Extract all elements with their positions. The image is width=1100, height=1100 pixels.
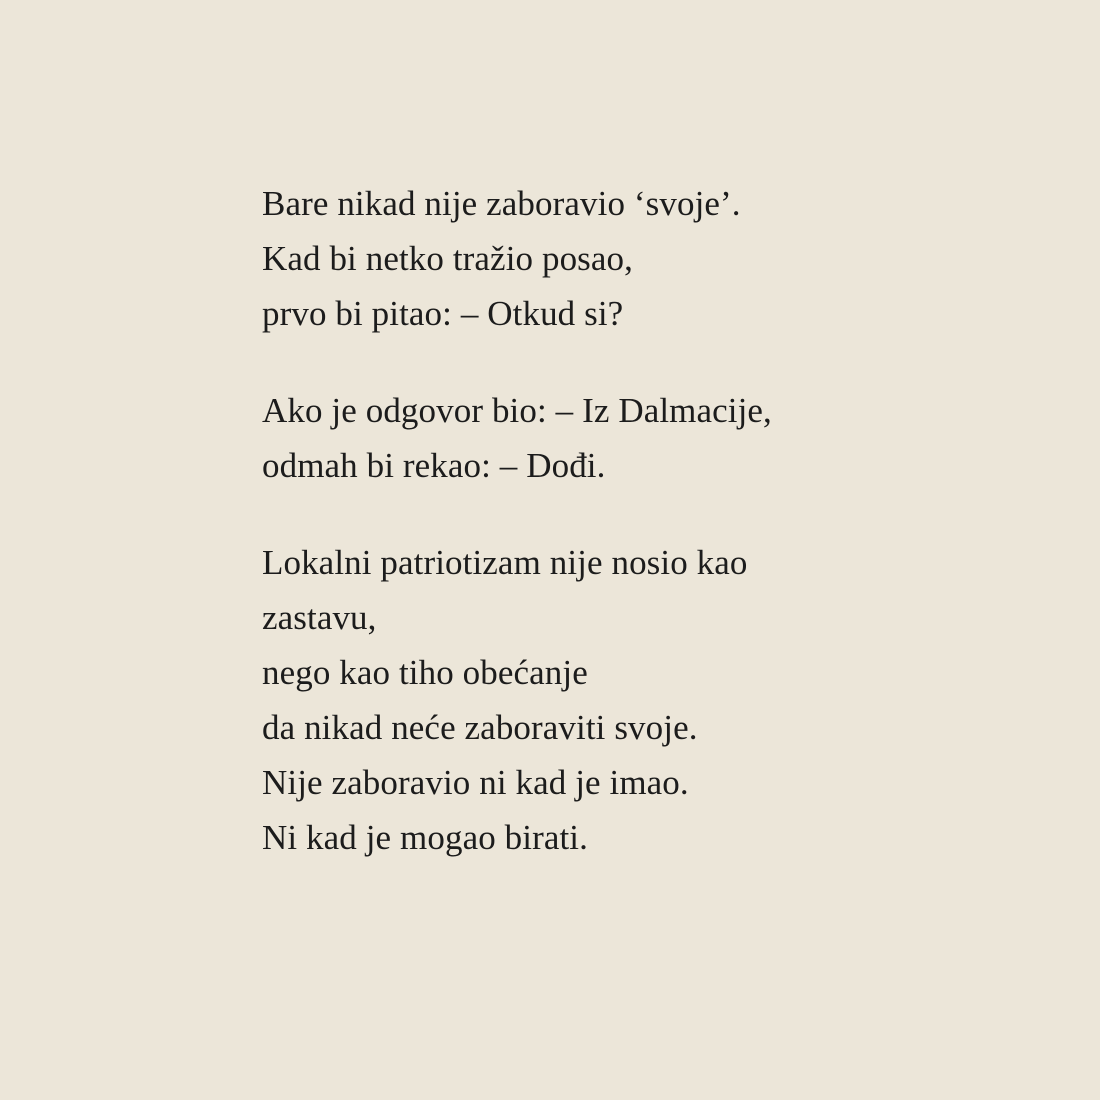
poem-line: prvo bi pitao: – Otkud si? <box>262 294 624 333</box>
poem-line: Bare nikad nije zaboravio ‘svoje’. <box>262 184 741 223</box>
poem-line: Ni kad je mogao birati. <box>262 818 588 857</box>
poem-line: Nije zaboravio ni kad je imao. <box>262 763 689 802</box>
poem-stanza <box>262 176 902 341</box>
poem-stanza <box>262 535 902 865</box>
poem-line: Kad bi netko tražio posao, <box>262 239 633 278</box>
poem-line: odmah bi rekao: – Dođi. <box>262 446 606 485</box>
poem-line: Lokalni patriotizam nije nosio kao <box>262 543 748 582</box>
poem-stanza <box>262 383 902 493</box>
poem-line: Ako je odgovor bio: – Iz Dalmacije, <box>262 391 772 430</box>
poem-line: zastavu, <box>262 598 377 637</box>
poem-line: nego kao tiho obećanje <box>262 653 588 692</box>
poem-text-block <box>262 176 902 865</box>
poem-line: da nikad neće zaboraviti svoje. <box>262 708 698 747</box>
